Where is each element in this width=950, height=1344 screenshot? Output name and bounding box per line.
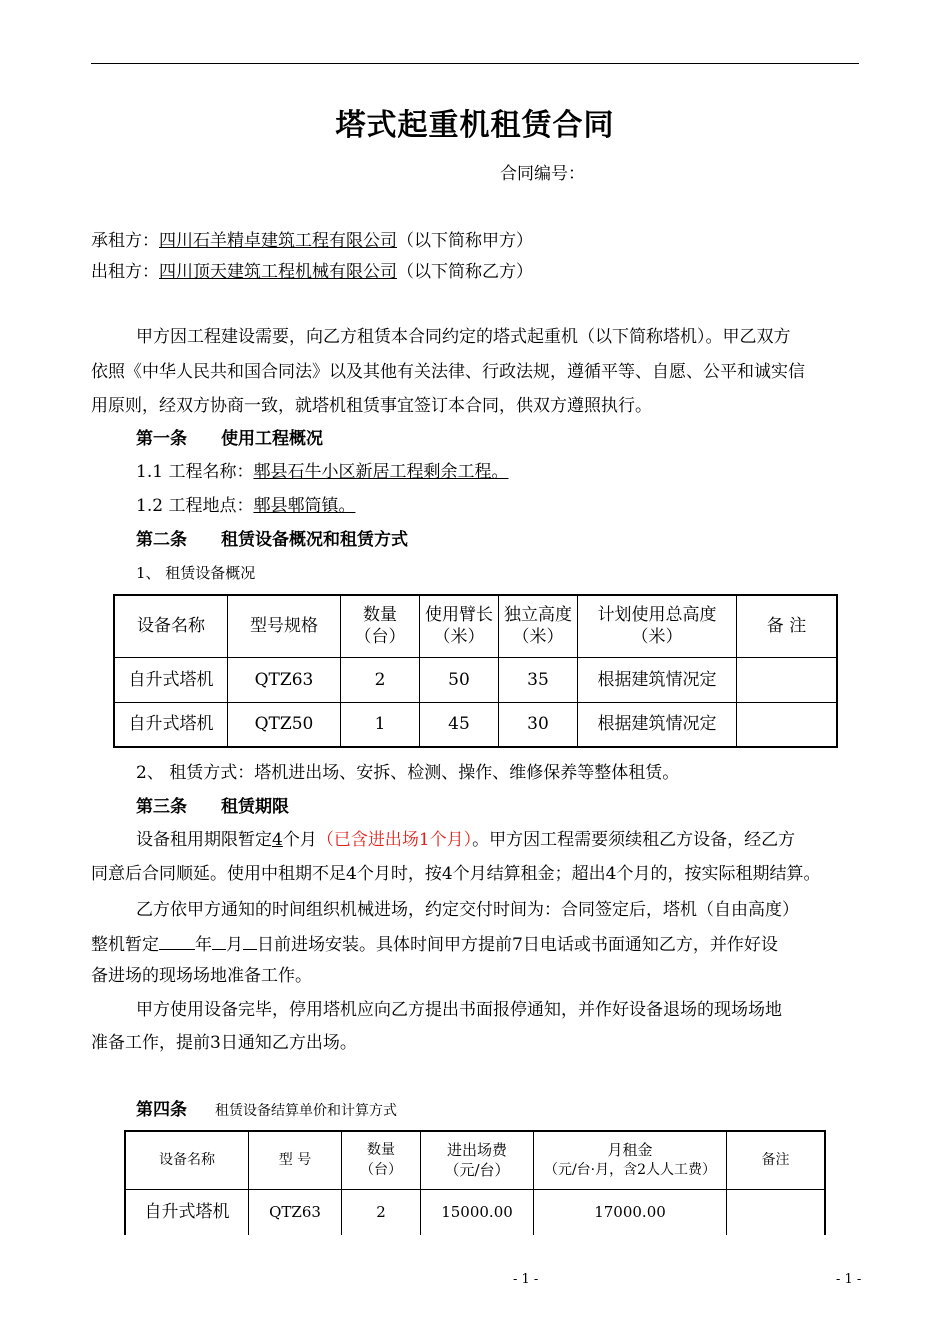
delivery-paragraph-line-3: 备进场的现场场地准备工作。 xyxy=(91,966,312,986)
header-model: 型号规格 xyxy=(228,595,341,657)
cell-model: QTZ50 xyxy=(228,702,341,747)
page-number-left: - 1 - xyxy=(513,1272,539,1287)
lease-months: 4 xyxy=(272,830,283,850)
lease-method-line: 2、 租赁方式：塔机进出场、安拆、检测、操作、维修保养等整体租赁。 xyxy=(136,763,680,783)
day-blank[interactable] xyxy=(243,931,257,950)
page-number-right: - 1 - xyxy=(836,1272,862,1287)
term-paragraph-line-2: 同意后合同顺延。使用中租期不足4个月时，按4个月结算租金；超出4个月的，按实际租期结算。 xyxy=(91,864,821,884)
header-remarks: 备 注 xyxy=(737,595,838,657)
entry-exit-note: （已含进出场1个月） xyxy=(316,830,473,850)
lessee-label: 承租方： xyxy=(91,231,159,251)
cell-free-height: 35 xyxy=(499,657,578,702)
article-3-heading xyxy=(136,795,289,819)
table-row xyxy=(125,1189,825,1235)
header-quantity: 数量 （台） xyxy=(342,1131,421,1189)
cell-arm-length: 45 xyxy=(420,702,499,747)
delivery-paragraph-line-2: 整机暂定 年 月 日前进场安装。具体时间甲方提前7日电话或书面通知乙方，并作好设 xyxy=(91,931,778,957)
cell-monthly-rent: 17000.00 xyxy=(534,1189,727,1235)
pricing-table xyxy=(124,1130,826,1235)
article-1-heading xyxy=(136,427,323,451)
cell-remarks xyxy=(737,657,838,702)
cell-remarks xyxy=(727,1189,826,1235)
article-3-title: 租赁期限 xyxy=(221,797,289,817)
project-site-line xyxy=(136,494,355,518)
header-monthly-rent: 月租金 （元/台·月，含2人人工费） xyxy=(534,1131,727,1189)
lessor-note: （以下简称乙方） xyxy=(397,262,533,282)
cell-remarks xyxy=(737,702,838,747)
cell-quantity: 2 xyxy=(342,1189,421,1235)
header-equipment-name: 设备名称 xyxy=(125,1131,249,1189)
term-paragraph-line-1: 设备租用期限暂定4个月（已含进出场1个月）。甲方因工程需要须续租乙方设备，经乙方 xyxy=(136,830,796,850)
table-row xyxy=(114,657,837,702)
cell-name: 自升式塔机 xyxy=(125,1189,249,1235)
lessor-name: 四川顶天建筑工程机械有限公司 xyxy=(159,262,397,282)
article-4-title: 租赁设备结算单价和计算方式 xyxy=(215,1103,397,1119)
project-name-line xyxy=(136,460,508,484)
project-site-value: 郫县郫筒镇。 xyxy=(253,496,356,516)
header-model: 型 号 xyxy=(249,1131,342,1189)
article-3-number: 第三条 xyxy=(136,797,187,817)
cell-name: 自升式塔机 xyxy=(114,657,228,702)
pricing-table-header xyxy=(125,1131,825,1189)
intro-line-1: 甲方因工程建设需要，向乙方租赁本合同约定的塔式起重机（以下简称塔机）。甲乙双方 xyxy=(136,327,791,347)
header-equipment-name: 设备名称 xyxy=(114,595,228,657)
month-blank[interactable] xyxy=(212,931,226,950)
article-2-heading xyxy=(136,528,408,552)
header-arm-length: 使用臂长 （米） xyxy=(420,595,499,657)
header-entry-exit-fee: 进出场费 （元/台） xyxy=(421,1131,534,1189)
cell-model: QTZ63 xyxy=(249,1189,342,1235)
article-2-title: 租赁设备概况和租赁方式 xyxy=(221,530,408,550)
article-1-number: 第一条 xyxy=(136,429,187,449)
cell-arm-length: 50 xyxy=(420,657,499,702)
lessee-note: （以下简称甲方） xyxy=(397,231,533,251)
article-4-heading xyxy=(136,1098,397,1123)
cell-total-height: 根据建筑情况定 xyxy=(578,702,737,747)
top-rule xyxy=(91,63,859,64)
year-blank[interactable] xyxy=(159,931,195,950)
project-name-label: 1.1 工程名称： xyxy=(136,462,254,482)
cell-quantity: 2 xyxy=(341,657,420,702)
intro-line-3: 用原则，经双方协商一致，就塔机租赁事宜签订本合同，供双方遵照执行。 xyxy=(91,396,652,416)
intro-line-2: 依照《中华人民共和国合同法》以及其他有关法律、行政法规，遵循平等、自愿、公平和诚实信 xyxy=(91,362,805,382)
article-1-title: 使用工程概况 xyxy=(221,429,323,449)
cell-quantity: 1 xyxy=(341,702,420,747)
cell-entry-exit-fee: 15000.00 xyxy=(421,1189,534,1235)
cell-total-height: 根据建筑情况定 xyxy=(578,657,737,702)
lessee-name: 四川石羊精卓建筑工程有限公司 xyxy=(159,231,397,251)
cell-model: QTZ63 xyxy=(228,657,341,702)
exit-paragraph-line-1: 甲方使用设备完毕，停用塔机应向乙方提出书面报停通知，并作好设备退场的现场场地 xyxy=(136,1000,782,1020)
header-free-height: 独立高度 （米） xyxy=(499,595,578,657)
lessee-line xyxy=(91,229,533,253)
project-name-value: 郫县石牛小区新居工程剩余工程。 xyxy=(253,462,509,482)
project-site-label: 1.2 工程地点： xyxy=(136,496,254,516)
delivery-paragraph-line-1: 乙方依甲方通知的时间组织机械进场，约定交付时间为：合同签定后，塔机（自由高度） xyxy=(136,900,799,920)
header-remarks: 备注 xyxy=(727,1131,826,1189)
article-2-number: 第二条 xyxy=(136,530,187,550)
equipment-table xyxy=(113,594,838,748)
header-quantity: 数量 （台） xyxy=(341,595,420,657)
article-4-number: 第四条 xyxy=(136,1100,187,1120)
header-total-height: 计划使用总高度 （米） xyxy=(578,595,737,657)
contract-number-label: 合同编号： xyxy=(500,164,585,184)
exit-paragraph-line-2: 准备工作，提前3日通知乙方出场。 xyxy=(91,1033,357,1053)
cell-free-height: 30 xyxy=(499,702,578,747)
cell-name: 自升式塔机 xyxy=(114,702,228,747)
table-row xyxy=(114,702,837,747)
equipment-overview-label: 1、 租赁设备概况 xyxy=(136,564,256,582)
equipment-table-header xyxy=(114,595,837,657)
lessor-label: 出租方： xyxy=(91,262,159,282)
lessor-line xyxy=(91,260,533,284)
document-title: 塔式起重机租赁合同 xyxy=(335,108,615,143)
